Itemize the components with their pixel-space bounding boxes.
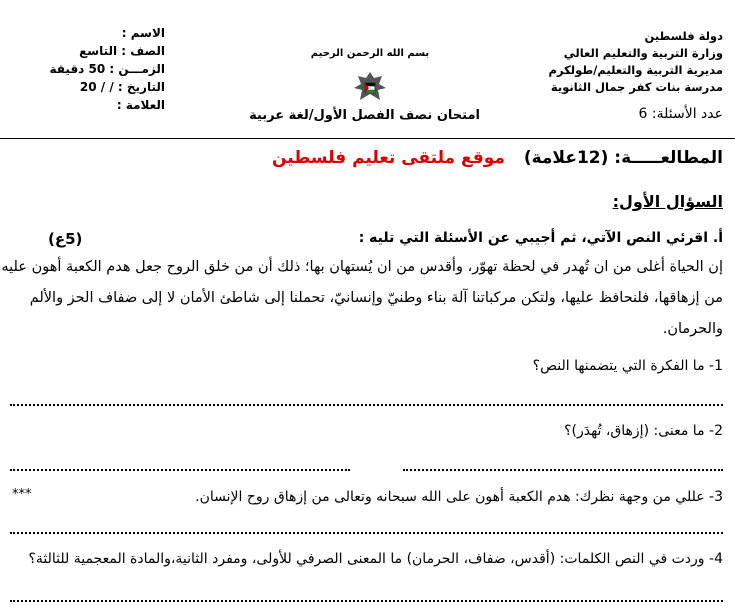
passage-line: إن الحياة أغلى من ان تُهدر في لحظة تهوّر، وأقدس من ان يُستهان بها؛ ذلك أن من خلق الروح جعل هدم الكعبة أهون عليه — [1, 259, 723, 275]
question-3: 3- عللي من وجهة نظرك: هدم الكعبة أهون على الله سبحانه وتعالى من إزهاق روح الإنسان. — [195, 489, 723, 505]
country-name: دولة فلسطين — [644, 29, 723, 43]
grade-label: الصف : التاسع — [79, 44, 165, 58]
header-divider — [0, 138, 735, 139]
section-title: المطالعـــــة: (12علامة) — [523, 148, 723, 168]
exam-title: امتحان نصف الفصل الأول/لغة عربية — [249, 108, 480, 123]
ministry-name: وزارة التربية والتعليم العالي — [563, 46, 723, 60]
part-a-marks: (5ع) — [48, 230, 83, 248]
student-name-label: الاسم : — [121, 26, 165, 40]
question-1: 1- ما الفكرة التي يتضمنها النص؟ — [532, 358, 723, 374]
answer-line-1[interactable] — [10, 404, 723, 406]
header-right — [523, 28, 723, 96]
school-name: مدرسة بنات كفر جمال الثانوية — [550, 80, 723, 94]
passage — [1, 252, 723, 345]
time-label: الزمـــن : 50 دقيقة — [49, 62, 165, 76]
question-4: 4- وردت في النص الكلمات: (أقدس، ضفاف، الحرمان) ما المعنى الصرفي للأولى، ومفرد الثانية،والمادة المعجمية للثالثة؟ — [28, 551, 723, 567]
basmala: بسم الله الرحمن الرحيم — [310, 48, 430, 59]
emblem-icon — [352, 70, 388, 106]
question-one-heading: السؤال الأول: — [612, 192, 723, 211]
mark-label: العلامة : — [116, 98, 165, 112]
part-a-instruction: أ. اقرئي النص الآتي، ثم أجيبي عن الأسئلة التي تليه : — [358, 230, 723, 246]
passage-line: من إزهاقها، فلنحافظ عليها، ولتكن مركباتنا آلة بناء وطنيّ وإنسانيّ، تحملنا إلى شاطئ الأمان لا إلى ضفاف الحز والألم — [29, 290, 723, 306]
date-label: التاريخ : / / 20 — [79, 80, 165, 94]
question-count: عدد الأسئلة: 6 — [638, 106, 723, 122]
answer-line-2b[interactable] — [10, 469, 350, 471]
answer-line-2a[interactable] — [403, 469, 723, 471]
passage-line: والحرمان. — [662, 321, 723, 337]
answer-line-4[interactable] — [10, 600, 723, 602]
answer-line-3[interactable] — [10, 532, 723, 534]
site-banner: موقع ملتقى تعليم فلسطين — [272, 148, 505, 168]
question-3-marker: *** — [12, 487, 32, 502]
question-2: 2- ما معنى: (إزهاق، تُهدَر)؟ — [564, 423, 723, 439]
directorate-name: مديرية التربية والتعليم/طولكرم — [548, 63, 723, 77]
